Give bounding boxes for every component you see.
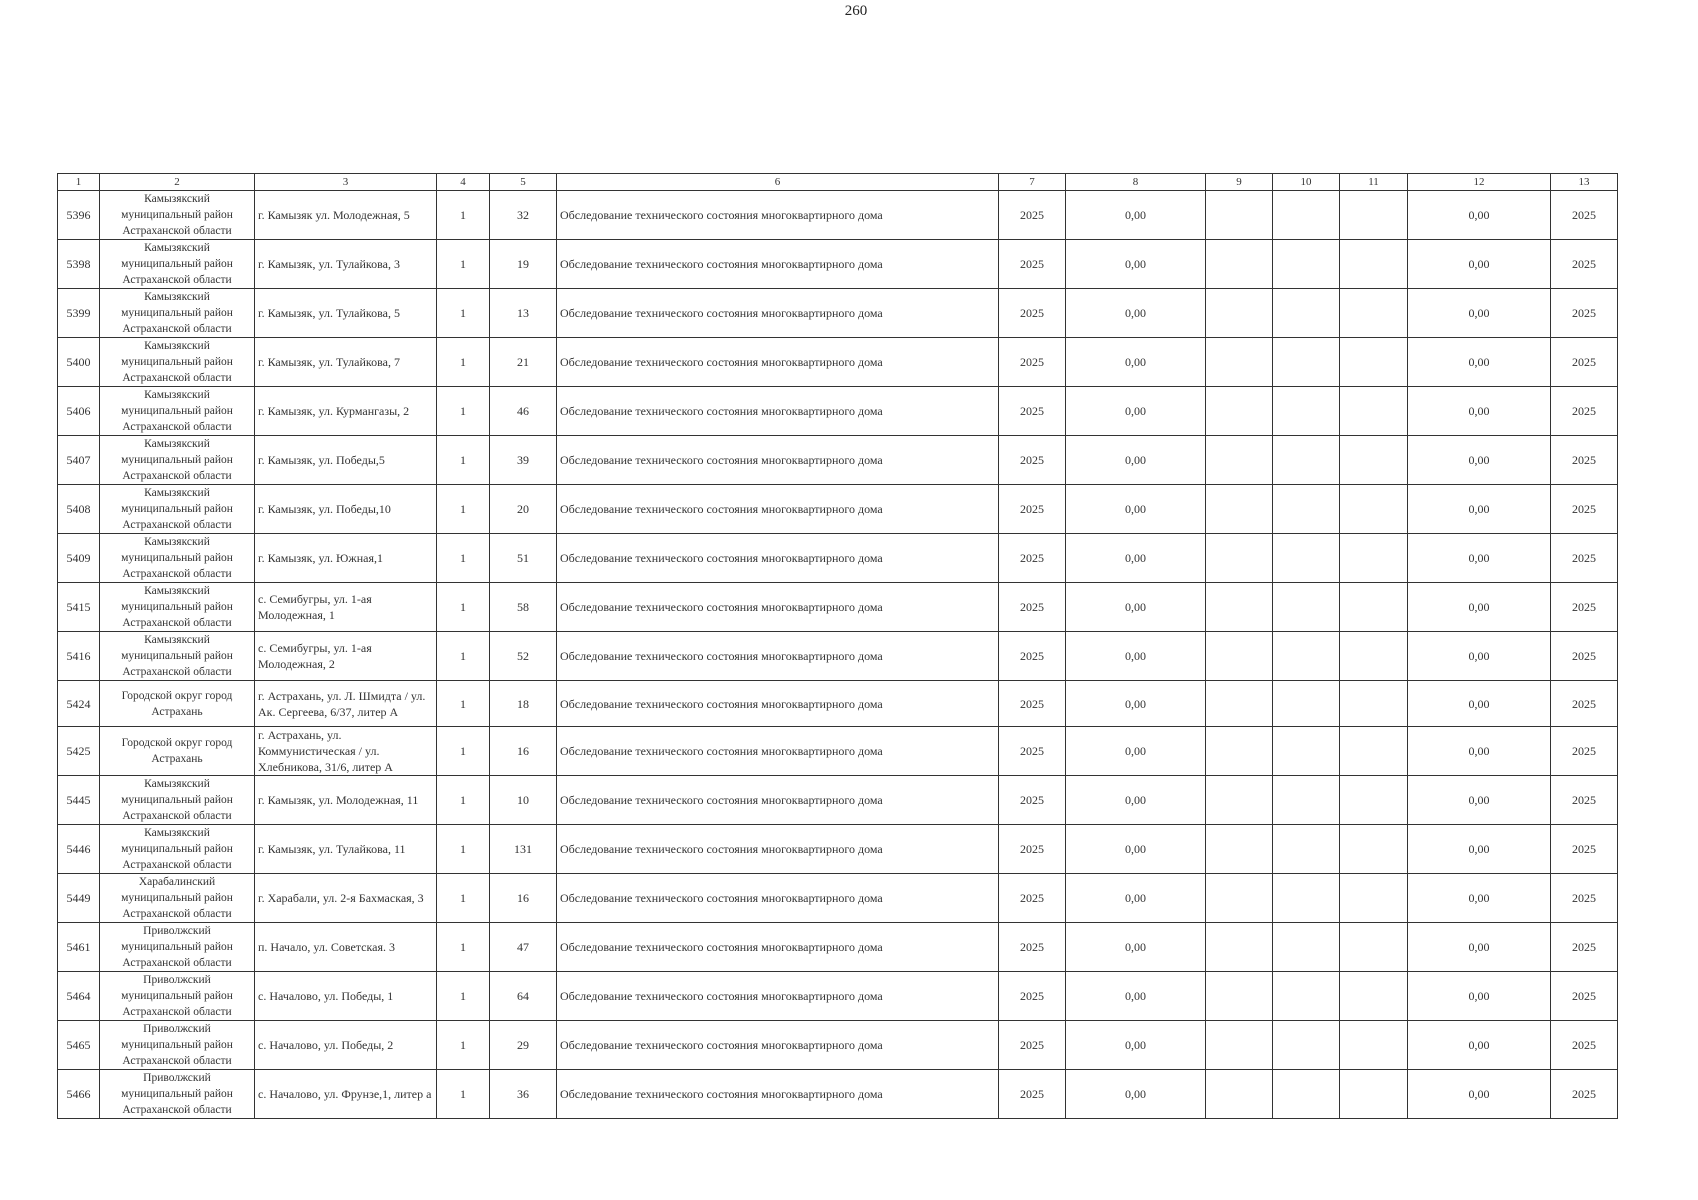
col10-cell	[1273, 776, 1340, 825]
col11-cell	[1340, 825, 1408, 874]
col4-cell: 1	[437, 972, 490, 1021]
work-type-cell: Обследование технического состояния многоквартирного дома	[557, 338, 999, 387]
col9-cell	[1206, 338, 1273, 387]
year-cell: 2025	[999, 240, 1066, 289]
col4-cell: 1	[437, 825, 490, 874]
col12-amount-cell: 0,00	[1408, 727, 1551, 776]
year-cell: 2025	[999, 485, 1066, 534]
col9-cell	[1206, 583, 1273, 632]
work-type-cell: Обследование технического состояния многоквартирного дома	[557, 874, 999, 923]
col4-cell: 1	[437, 485, 490, 534]
table-row	[58, 727, 1618, 776]
work-type-cell: Обследование технического состояния многоквартирного дома	[557, 681, 999, 727]
table-row	[58, 289, 1618, 338]
amount-cell: 0,00	[1066, 681, 1206, 727]
col4-cell: 1	[437, 727, 490, 776]
address-cell: г. Астрахань, ул. Л. Шмидта / ул. Ак. Сергеева, 6/37, литер А	[255, 681, 437, 727]
col5-cell: 29	[490, 1021, 557, 1070]
col4-cell: 1	[437, 289, 490, 338]
work-type-cell: Обследование технического состояния многоквартирного дома	[557, 534, 999, 583]
table-row	[58, 436, 1618, 485]
col10-cell	[1273, 874, 1340, 923]
year-cell: 2025	[999, 776, 1066, 825]
registry-table	[57, 173, 1618, 1119]
column-header-1: 1	[58, 174, 100, 191]
row-number: 5445	[58, 776, 100, 825]
year-cell: 2025	[999, 632, 1066, 681]
row-number: 5398	[58, 240, 100, 289]
col13-year-cell: 2025	[1551, 485, 1618, 534]
table-row	[58, 681, 1618, 727]
col11-cell	[1340, 727, 1408, 776]
address-cell: г. Камызяк, ул. Южная,1	[255, 534, 437, 583]
col4-cell: 1	[437, 874, 490, 923]
col10-cell	[1273, 727, 1340, 776]
col13-year-cell: 2025	[1551, 727, 1618, 776]
col9-cell	[1206, 825, 1273, 874]
col12-amount-cell: 0,00	[1408, 972, 1551, 1021]
col10-cell	[1273, 436, 1340, 485]
col4-cell: 1	[437, 1021, 490, 1070]
col9-cell	[1206, 972, 1273, 1021]
row-number: 5415	[58, 583, 100, 632]
col10-cell	[1273, 583, 1340, 632]
year-cell: 2025	[999, 436, 1066, 485]
table-row	[58, 923, 1618, 972]
col11-cell	[1340, 972, 1408, 1021]
row-number: 5424	[58, 681, 100, 727]
col9-cell	[1206, 727, 1273, 776]
col9-cell	[1206, 632, 1273, 681]
col9-cell	[1206, 681, 1273, 727]
col9-cell	[1206, 240, 1273, 289]
col9-cell	[1206, 874, 1273, 923]
district-cell: Камызякский муниципальный район Астраханской области	[100, 436, 255, 485]
col12-amount-cell: 0,00	[1408, 681, 1551, 727]
col13-year-cell: 2025	[1551, 191, 1618, 240]
amount-cell: 0,00	[1066, 776, 1206, 825]
amount-cell: 0,00	[1066, 632, 1206, 681]
table-row	[58, 1070, 1618, 1119]
column-header-4: 4	[437, 174, 490, 191]
row-number: 5425	[58, 727, 100, 776]
year-cell: 2025	[999, 191, 1066, 240]
address-cell: г. Камызяк, ул. Курмангазы, 2	[255, 387, 437, 436]
col4-cell: 1	[437, 776, 490, 825]
col10-cell	[1273, 338, 1340, 387]
row-number: 5449	[58, 874, 100, 923]
amount-cell: 0,00	[1066, 289, 1206, 338]
year-cell: 2025	[999, 681, 1066, 727]
page-number: 260	[844, 3, 868, 19]
col5-cell: 32	[490, 191, 557, 240]
col11-cell	[1340, 874, 1408, 923]
year-cell: 2025	[999, 972, 1066, 1021]
column-header-6: 6	[557, 174, 999, 191]
row-number: 5466	[58, 1070, 100, 1119]
work-type-cell: Обследование технического состояния многоквартирного дома	[557, 1070, 999, 1119]
col12-amount-cell: 0,00	[1408, 534, 1551, 583]
col12-amount-cell: 0,00	[1408, 923, 1551, 972]
col4-cell: 1	[437, 1070, 490, 1119]
col12-amount-cell: 0,00	[1408, 387, 1551, 436]
column-header-5: 5	[490, 174, 557, 191]
table-row	[58, 632, 1618, 681]
work-type-cell: Обследование технического состояния многоквартирного дома	[557, 191, 999, 240]
col9-cell	[1206, 923, 1273, 972]
col11-cell	[1340, 534, 1408, 583]
column-header-7: 7	[999, 174, 1066, 191]
district-cell: Городской округ город Астрахань	[100, 681, 255, 727]
row-number: 5408	[58, 485, 100, 534]
address-cell: с. Началово, ул. Победы, 1	[255, 972, 437, 1021]
col4-cell: 1	[437, 240, 490, 289]
district-cell: Городской округ город Астрахань	[100, 727, 255, 776]
col10-cell	[1273, 387, 1340, 436]
amount-cell: 0,00	[1066, 874, 1206, 923]
col4-cell: 1	[437, 923, 490, 972]
amount-cell: 0,00	[1066, 825, 1206, 874]
year-cell: 2025	[999, 923, 1066, 972]
col5-cell: 39	[490, 436, 557, 485]
col13-year-cell: 2025	[1551, 387, 1618, 436]
col10-cell	[1273, 632, 1340, 681]
district-cell: Камызякский муниципальный район Астраханской области	[100, 583, 255, 632]
col4-cell: 1	[437, 387, 490, 436]
col10-cell	[1273, 923, 1340, 972]
address-cell: г. Камызяк, ул. Молодежная, 11	[255, 776, 437, 825]
table-body	[58, 191, 1618, 1119]
year-cell: 2025	[999, 583, 1066, 632]
col12-amount-cell: 0,00	[1408, 485, 1551, 534]
year-cell: 2025	[999, 338, 1066, 387]
address-cell: г. Камызяк, ул. Тулайкова, 11	[255, 825, 437, 874]
col10-cell	[1273, 240, 1340, 289]
col5-cell: 131	[490, 825, 557, 874]
year-cell: 2025	[999, 1070, 1066, 1119]
address-cell: п. Начало, ул. Советская. 3	[255, 923, 437, 972]
district-cell: Приволжский муниципальный район Астраханской области	[100, 1021, 255, 1070]
col11-cell	[1340, 485, 1408, 534]
col10-cell	[1273, 534, 1340, 583]
col5-cell: 51	[490, 534, 557, 583]
address-cell: с. Семибугры, ул. 1-ая Молодежная, 2	[255, 632, 437, 681]
district-cell: Приволжский муниципальный район Астраханской области	[100, 972, 255, 1021]
col13-year-cell: 2025	[1551, 240, 1618, 289]
col13-year-cell: 2025	[1551, 534, 1618, 583]
work-type-cell: Обследование технического состояния многоквартирного дома	[557, 776, 999, 825]
row-number: 5446	[58, 825, 100, 874]
col10-cell	[1273, 191, 1340, 240]
district-cell: Камызякский муниципальный район Астраханской области	[100, 776, 255, 825]
col12-amount-cell: 0,00	[1408, 874, 1551, 923]
year-cell: 2025	[999, 727, 1066, 776]
row-number: 5465	[58, 1021, 100, 1070]
column-header-11: 11	[1340, 174, 1408, 191]
col9-cell	[1206, 776, 1273, 825]
district-cell: Камызякский муниципальный район Астраханской области	[100, 191, 255, 240]
col5-cell: 20	[490, 485, 557, 534]
col11-cell	[1340, 289, 1408, 338]
col5-cell: 64	[490, 972, 557, 1021]
table-row	[58, 387, 1618, 436]
address-cell: г. Камызяк, ул. Тулайкова, 7	[255, 338, 437, 387]
amount-cell: 0,00	[1066, 923, 1206, 972]
col13-year-cell: 2025	[1551, 776, 1618, 825]
amount-cell: 0,00	[1066, 338, 1206, 387]
col13-year-cell: 2025	[1551, 583, 1618, 632]
column-header-13: 13	[1551, 174, 1618, 191]
col5-cell: 19	[490, 240, 557, 289]
address-cell: г. Астрахань, ул. Коммунистическая / ул. Хлебникова, 31/6, литер А	[255, 727, 437, 776]
col10-cell	[1273, 485, 1340, 534]
col11-cell	[1340, 191, 1408, 240]
amount-cell: 0,00	[1066, 534, 1206, 583]
col11-cell	[1340, 1070, 1408, 1119]
column-header-10: 10	[1273, 174, 1340, 191]
col4-cell: 1	[437, 681, 490, 727]
col13-year-cell: 2025	[1551, 923, 1618, 972]
work-type-cell: Обследование технического состояния многоквартирного дома	[557, 923, 999, 972]
column-number-header	[58, 174, 1618, 191]
col10-cell	[1273, 289, 1340, 338]
col12-amount-cell: 0,00	[1408, 776, 1551, 825]
amount-cell: 0,00	[1066, 972, 1206, 1021]
col11-cell	[1340, 776, 1408, 825]
col5-cell: 10	[490, 776, 557, 825]
col9-cell	[1206, 191, 1273, 240]
col5-cell: 58	[490, 583, 557, 632]
col12-amount-cell: 0,00	[1408, 240, 1551, 289]
address-cell: с. Началово, ул. Фрунзе,1, литер а	[255, 1070, 437, 1119]
col5-cell: 21	[490, 338, 557, 387]
table-row	[58, 240, 1618, 289]
district-cell: Камызякский муниципальный район Астраханской области	[100, 534, 255, 583]
row-number: 5416	[58, 632, 100, 681]
col13-year-cell: 2025	[1551, 338, 1618, 387]
year-cell: 2025	[999, 289, 1066, 338]
table-row	[58, 874, 1618, 923]
address-cell: с. Началово, ул. Победы, 2	[255, 1021, 437, 1070]
col13-year-cell: 2025	[1551, 825, 1618, 874]
amount-cell: 0,00	[1066, 583, 1206, 632]
col11-cell	[1340, 240, 1408, 289]
col4-cell: 1	[437, 534, 490, 583]
table-row	[58, 583, 1618, 632]
table-row	[58, 191, 1618, 240]
col12-amount-cell: 0,00	[1408, 436, 1551, 485]
work-type-cell: Обследование технического состояния многоквартирного дома	[557, 727, 999, 776]
col9-cell	[1206, 436, 1273, 485]
address-cell: г. Камызяк ул. Молодежная, 5	[255, 191, 437, 240]
col11-cell	[1340, 436, 1408, 485]
row-number: 5400	[58, 338, 100, 387]
col9-cell	[1206, 1021, 1273, 1070]
col4-cell: 1	[437, 436, 490, 485]
district-cell: Камызякский муниципальный район Астраханской области	[100, 485, 255, 534]
col13-year-cell: 2025	[1551, 972, 1618, 1021]
col9-cell	[1206, 534, 1273, 583]
address-cell: г. Камызяк, ул. Победы,5	[255, 436, 437, 485]
col12-amount-cell: 0,00	[1408, 191, 1551, 240]
year-cell: 2025	[999, 874, 1066, 923]
amount-cell: 0,00	[1066, 240, 1206, 289]
table-row	[58, 534, 1618, 583]
col12-amount-cell: 0,00	[1408, 825, 1551, 874]
col5-cell: 18	[490, 681, 557, 727]
work-type-cell: Обследование технического состояния многоквартирного дома	[557, 825, 999, 874]
row-number: 5399	[58, 289, 100, 338]
work-type-cell: Обследование технического состояния многоквартирного дома	[557, 289, 999, 338]
amount-cell: 0,00	[1066, 387, 1206, 436]
col10-cell	[1273, 1021, 1340, 1070]
table-row	[58, 338, 1618, 387]
row-number: 5406	[58, 387, 100, 436]
district-cell: Камызякский муниципальный район Астраханской области	[100, 240, 255, 289]
year-cell: 2025	[999, 825, 1066, 874]
col12-amount-cell: 0,00	[1408, 583, 1551, 632]
row-number: 5407	[58, 436, 100, 485]
col9-cell	[1206, 1070, 1273, 1119]
col9-cell	[1206, 387, 1273, 436]
row-number: 5396	[58, 191, 100, 240]
row-number: 5461	[58, 923, 100, 972]
col5-cell: 13	[490, 289, 557, 338]
work-type-cell: Обследование технического состояния многоквартирного дома	[557, 387, 999, 436]
col9-cell	[1206, 289, 1273, 338]
table-row	[58, 972, 1618, 1021]
col13-year-cell: 2025	[1551, 632, 1618, 681]
column-header-8: 8	[1066, 174, 1206, 191]
col11-cell	[1340, 583, 1408, 632]
col9-cell	[1206, 485, 1273, 534]
row-number: 5409	[58, 534, 100, 583]
amount-cell: 0,00	[1066, 1070, 1206, 1119]
col4-cell: 1	[437, 632, 490, 681]
col10-cell	[1273, 972, 1340, 1021]
work-type-cell: Обследование технического состояния многоквартирного дома	[557, 583, 999, 632]
column-header-3: 3	[255, 174, 437, 191]
col13-year-cell: 2025	[1551, 874, 1618, 923]
district-cell: Камызякский муниципальный район Астраханской области	[100, 289, 255, 338]
district-cell: Камызякский муниципальный район Астраханской области	[100, 338, 255, 387]
col13-year-cell: 2025	[1551, 1070, 1618, 1119]
col11-cell	[1340, 632, 1408, 681]
col11-cell	[1340, 338, 1408, 387]
address-cell: г. Камызяк, ул. Тулайкова, 3	[255, 240, 437, 289]
address-cell: с. Семибугры, ул. 1-ая Молодежная, 1	[255, 583, 437, 632]
col5-cell: 52	[490, 632, 557, 681]
address-cell: г. Камызяк, ул. Победы,10	[255, 485, 437, 534]
col5-cell: 16	[490, 874, 557, 923]
col12-amount-cell: 0,00	[1408, 289, 1551, 338]
table-row	[58, 485, 1618, 534]
district-cell: Приволжский муниципальный район Астраханской области	[100, 923, 255, 972]
col13-year-cell: 2025	[1551, 1021, 1618, 1070]
table-row	[58, 825, 1618, 874]
col5-cell: 47	[490, 923, 557, 972]
col11-cell	[1340, 923, 1408, 972]
table-row	[58, 1021, 1618, 1070]
col5-cell: 36	[490, 1070, 557, 1119]
col5-cell: 16	[490, 727, 557, 776]
year-cell: 2025	[999, 387, 1066, 436]
col5-cell: 46	[490, 387, 557, 436]
work-type-cell: Обследование технического состояния многоквартирного дома	[557, 240, 999, 289]
work-type-cell: Обследование технического состояния многоквартирного дома	[557, 485, 999, 534]
col4-cell: 1	[437, 583, 490, 632]
work-type-cell: Обследование технического состояния многоквартирного дома	[557, 972, 999, 1021]
column-header-9: 9	[1206, 174, 1273, 191]
col11-cell	[1340, 387, 1408, 436]
column-header-2: 2	[100, 174, 255, 191]
amount-cell: 0,00	[1066, 485, 1206, 534]
col13-year-cell: 2025	[1551, 681, 1618, 727]
col10-cell	[1273, 1070, 1340, 1119]
work-type-cell: Обследование технического состояния многоквартирного дома	[557, 632, 999, 681]
col12-amount-cell: 0,00	[1408, 1021, 1551, 1070]
year-cell: 2025	[999, 1021, 1066, 1070]
col12-amount-cell: 0,00	[1408, 632, 1551, 681]
work-type-cell: Обследование технического состояния многоквартирного дома	[557, 436, 999, 485]
col10-cell	[1273, 825, 1340, 874]
col13-year-cell: 2025	[1551, 289, 1618, 338]
year-cell: 2025	[999, 534, 1066, 583]
district-cell: Камызякский муниципальный район Астраханской области	[100, 825, 255, 874]
amount-cell: 0,00	[1066, 436, 1206, 485]
header-row	[58, 174, 1618, 191]
col12-amount-cell: 0,00	[1408, 1070, 1551, 1119]
col4-cell: 1	[437, 338, 490, 387]
col11-cell	[1340, 1021, 1408, 1070]
col4-cell: 1	[437, 191, 490, 240]
col13-year-cell: 2025	[1551, 436, 1618, 485]
column-header-12: 12	[1408, 174, 1551, 191]
district-cell: Харабалинский муниципальный район Астраханской области	[100, 874, 255, 923]
amount-cell: 0,00	[1066, 191, 1206, 240]
address-cell: г. Камызяк, ул. Тулайкова, 5	[255, 289, 437, 338]
col12-amount-cell: 0,00	[1408, 338, 1551, 387]
row-number: 5464	[58, 972, 100, 1021]
district-cell: Камызякский муниципальный район Астраханской области	[100, 632, 255, 681]
col11-cell	[1340, 681, 1408, 727]
table-row	[58, 776, 1618, 825]
district-cell: Камызякский муниципальный район Астраханской области	[100, 387, 255, 436]
address-cell: г. Харабали, ул. 2-я Бахмаская, 3	[255, 874, 437, 923]
district-cell: Приволжский муниципальный район Астраханской области	[100, 1070, 255, 1119]
amount-cell: 0,00	[1066, 1021, 1206, 1070]
col10-cell	[1273, 681, 1340, 727]
work-type-cell: Обследование технического состояния многоквартирного дома	[557, 1021, 999, 1070]
amount-cell: 0,00	[1066, 727, 1206, 776]
